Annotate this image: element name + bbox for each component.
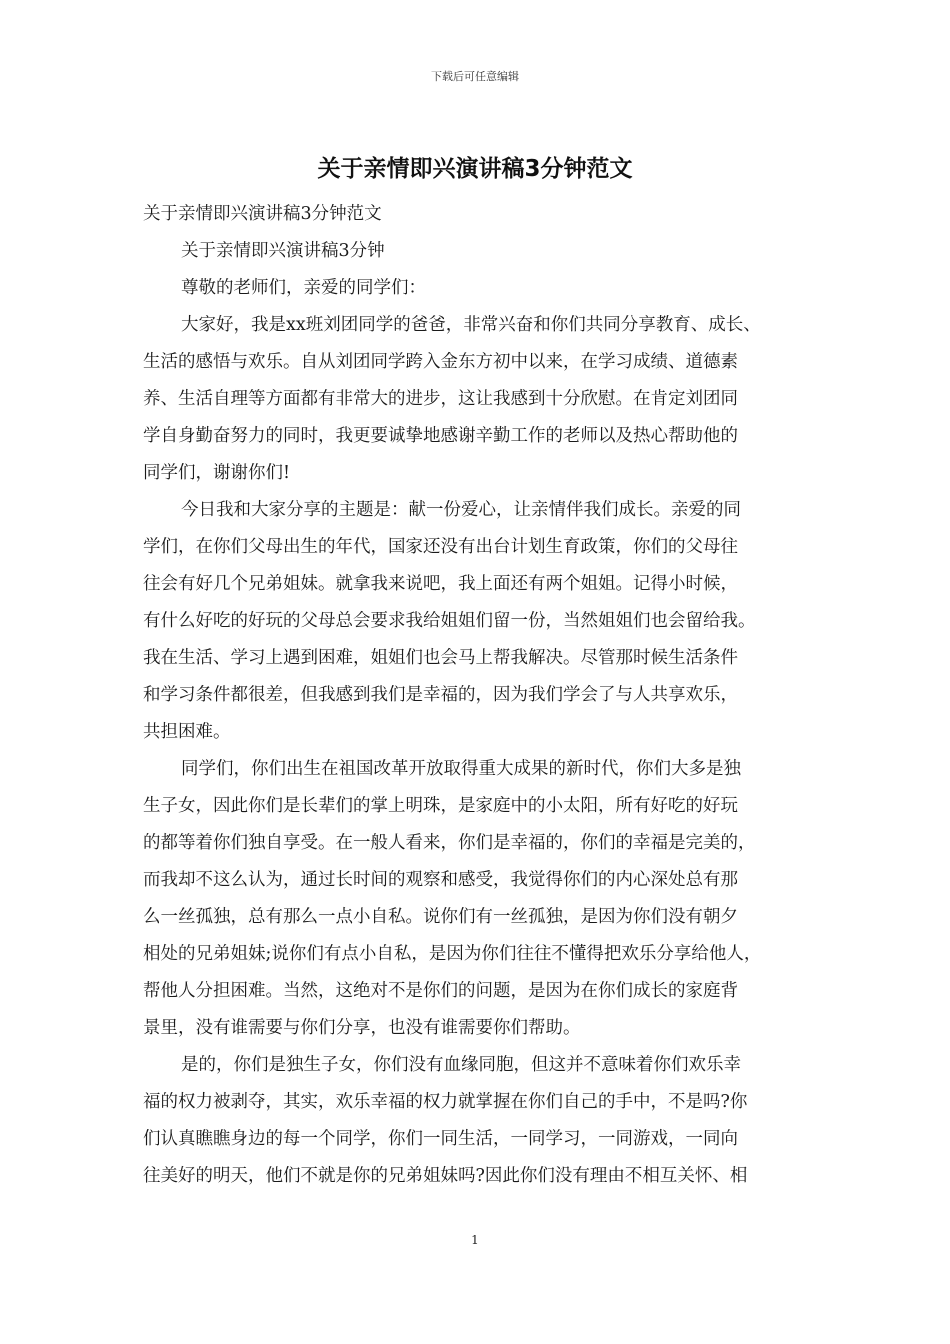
subtitle-line: 关于亲情即兴演讲稿3分钟范文 — [143, 204, 382, 224]
heading-line: 关于亲情即兴演讲稿3分钟 — [181, 241, 385, 261]
document-body — [143, 196, 823, 1195]
paragraph-line: 同学们，你们出生在祖国改革开放取得重大成果的新时代，你们大多是独 — [181, 759, 741, 779]
paragraph-line: 生活的感悟与欢乐。自从刘团同学跨入金东方初中以来，在学习成绩、道德素 — [143, 352, 738, 372]
paragraph-line: 生子女，因此你们是长辈们的掌上明珠，是家庭中的小太阳，所有好吃的好玩 — [143, 796, 738, 816]
paragraph-line: 往美好的明天，他们不就是你的兄弟姐妹吗?因此你们没有理由不相互关怀、相 — [143, 1166, 748, 1186]
paragraph-line: 我在生活、学习上遇到困难，姐姐们也会马上帮我解决。尽管那时候生活条件 — [143, 648, 738, 668]
paragraph-line: 养、生活自理等方面都有非常大的进步，这让我感到十分欣慰。在肯定刘团同 — [143, 389, 738, 409]
page-title: 关于亲情即兴演讲稿3分钟范文 — [317, 156, 633, 182]
paragraph-line: 共担困难。 — [143, 722, 231, 742]
paragraph-line: 和学习条件都很差，但我感到我们是幸福的，因为我们学会了与人共享欢乐， — [143, 685, 738, 705]
salutation-line: 尊敬的老师们，亲爱的同学们： — [181, 278, 426, 298]
paragraph-line: 是的，你们是独生子女，你们没有血缘同胞，但这并不意味着你们欢乐幸 — [181, 1055, 741, 1075]
page-number: 1 — [471, 1233, 479, 1247]
paragraph-line: 景里，没有谁需要与你们分享，也没有谁需要你们帮助。 — [143, 1018, 581, 1038]
paragraph-line: 大家好，我是xx班刘团同学的爸爸，非常兴奋和你们共同分享教育、成长、 — [181, 315, 761, 335]
paragraph-line: 的都等着你们独自享受。在一般人看来，你们是幸福的，你们的幸福是完美的， — [143, 833, 756, 853]
paragraph-line: 相处的兄弟姐妹;说你们有点小自私，是因为你们往往不懂得把欢乐分享给他人， — [143, 944, 762, 964]
paragraph-line: 学自身勤奋努力的同时，我更要诚挚地感谢辛勤工作的老师以及热心帮助他的 — [143, 426, 738, 446]
paragraph-line: 而我却不这么认为，通过长时间的观察和感受，我觉得你们的内心深处总有那 — [143, 870, 738, 890]
paragraph-line: 今日我和大家分享的主题是：献一份爱心，让亲情伴我们成长。亲爱的同 — [181, 500, 741, 520]
paragraph-line: 同学们，谢谢你们! — [143, 463, 291, 483]
paragraph-line: 福的权力被剥夺，其实，欢乐幸福的权力就掌握在你们自己的手中，不是吗?你 — [143, 1092, 748, 1112]
paragraph-line: 有什么好吃的好玩的父母总会要求我给姐姐们留一份，当然姐姐们也会留给我。 — [143, 611, 756, 631]
paragraph-line: 往会有好几个兄弟姐妹。就拿我来说吧，我上面还有两个姐姐。记得小时候， — [143, 574, 738, 594]
paragraph-line: 么一丝孤独，总有那么一点小自私。说你们有一丝孤独，是因为你们没有朝夕 — [143, 907, 738, 927]
paragraph-line: 帮他人分担困难。当然，这绝对不是你们的问题，是因为在你们成长的家庭背 — [143, 981, 738, 1001]
paragraph-line: 学们，在你们父母出生的年代，国家还没有出台计划生育政策，你们的父母往 — [143, 537, 738, 557]
paragraph-line: 们认真瞧瞧身边的每一个同学，你们一同生活，一同学习，一同游戏，一同向 — [143, 1129, 738, 1149]
header-note: 下载后可任意编辑 — [431, 70, 519, 83]
